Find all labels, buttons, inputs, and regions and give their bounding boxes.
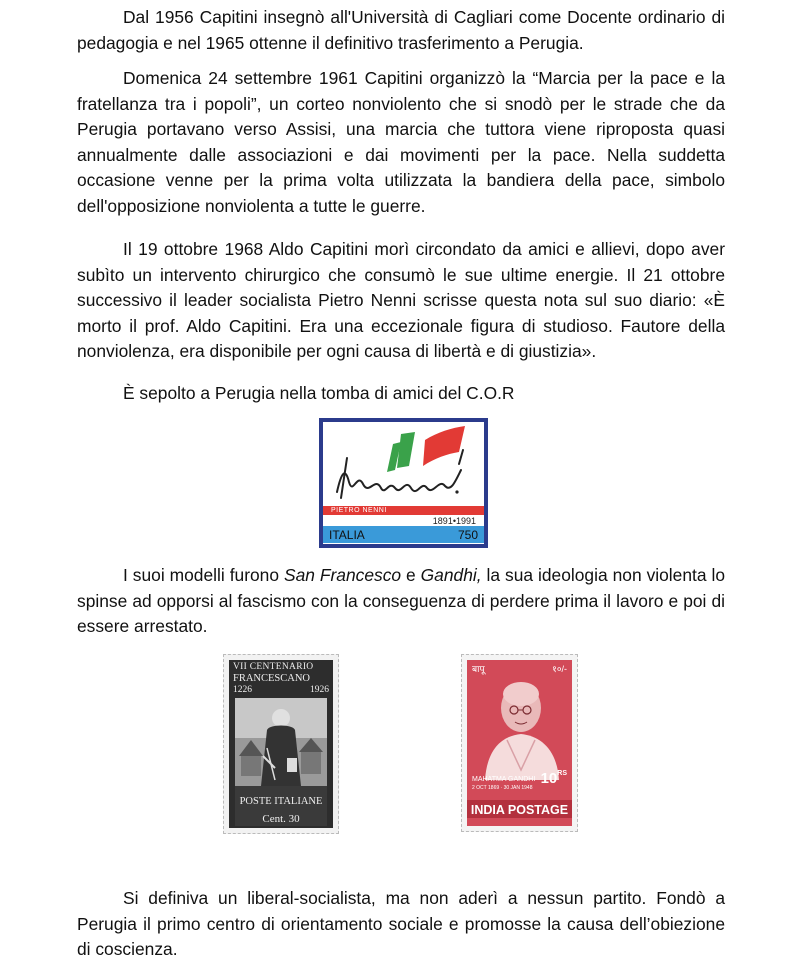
modelli-san-francesco: San Francesco: [283, 565, 402, 585]
stamp-gandhi-value: [541, 770, 567, 787]
stamp-gandhi-value-unit: RS: [557, 770, 567, 777]
paragraph-marcia-pace: Domenica 24 settembre 1961 Capitini organizzò la “Marcia per la pace e la fratellanza tra i popoli”, un corteo nonviolento che si snodò per le strade che da Perugia portavano verso Assisi, una marcia che tuttora viene riproposta quasi annualmente dalle associazioni e dai movimenti per la pace. Nella suddetta occasione venne per la prima volta utilizzata la bandiera della pace, simbolo dell'opposizione nonviolenta a tutte le guerre.: [77, 68, 725, 216]
paragraph-sepoltura: È sepolto a Perugia nella tomba di amici del C.O.R: [123, 383, 515, 403]
stamp-francesco-footer2: Cent. 30: [262, 813, 300, 825]
stamp-nenni-years: 1891•1991: [432, 516, 476, 526]
stamp-san-francesco: [223, 654, 339, 834]
paragraph-morte: Il 19 ottobre 1968 Aldo Capitini morì circondato da amici e allievi, dopo aver subìto un intervento chirurgico che consumò le sue ultime energie. Il 21 ottobre successivo il leader socialista Pietro Nenni scrisse questa nota sul suo diario: «È morto il prof. Aldo Capitini. Era una eccezionale figura di studioso. Fautore della nonviolenza, era disponibile per ogni causa di libertà e di giustizia».: [77, 239, 725, 362]
modelli-text-after: la sua ideologia non violenta lo spinse ad opporsi al fascismo con la conseguenza di perdere prima il lavoro e poi di essere arrestato.: [77, 565, 726, 637]
stamp-francesco-years: [233, 685, 329, 695]
stamp-gandhi-face: [467, 660, 572, 826]
stamp-francesco-year-start: 1226: [233, 685, 252, 695]
modelli-text-middle: e: [401, 565, 421, 585]
stamp-francesco-line1: VII CENTENARIO: [233, 662, 314, 672]
stamp-nenni-country: ITALIA: [329, 528, 365, 542]
paragraph-modelli: [77, 563, 725, 640]
stamp-gandhi-dates: 2 OCT 1869 · 30 JAN 1948: [472, 785, 533, 791]
stamp-francesco-face: [229, 660, 333, 828]
stamp-francesco-footer1: POSTE ITALIANE: [239, 796, 323, 807]
stamp-nenni-face: [323, 422, 484, 544]
modelli-gandhi: Gandhi,: [420, 565, 482, 585]
paragraph-liberal-socialista: Si definiva un liberal-socialista, ma non aderì a nessun partito. Fondò a Perugia il primo centro di orientamento sociale e promosse la causa dell’obiezione di coscienza.: [77, 888, 725, 960]
stamp-francesco-line2: FRANCESCANO: [233, 673, 311, 684]
stamp-nenni-name: PIETRO NENNI: [331, 507, 387, 514]
modelli-text-before: I suoi modelli furono: [123, 565, 284, 585]
stamp-gandhi: [461, 654, 578, 832]
stamp-gandhi-value-number: 10: [540, 770, 558, 787]
stamp-nenni-value: 750: [457, 528, 478, 542]
stamp-francesco-year-end: 1926: [310, 685, 329, 695]
stamp-gandhi-top-left: बापू: [472, 664, 485, 674]
stamp-gandhi-top-right: १०/-: [552, 664, 567, 674]
paragraph-cagliari: Dal 1956 Capitini insegnò all'Università di Cagliari come Docente ordinario di pedagogia e nel 1965 ottenne il definitivo trasferimento a Perugia.: [77, 7, 725, 53]
stamp-gandhi-name: MAHATMA GANDHI: [472, 776, 536, 783]
stamp-pietro-nenni: [319, 418, 488, 548]
stamp-gandhi-footer: INDIA POSTAGE: [470, 803, 569, 817]
